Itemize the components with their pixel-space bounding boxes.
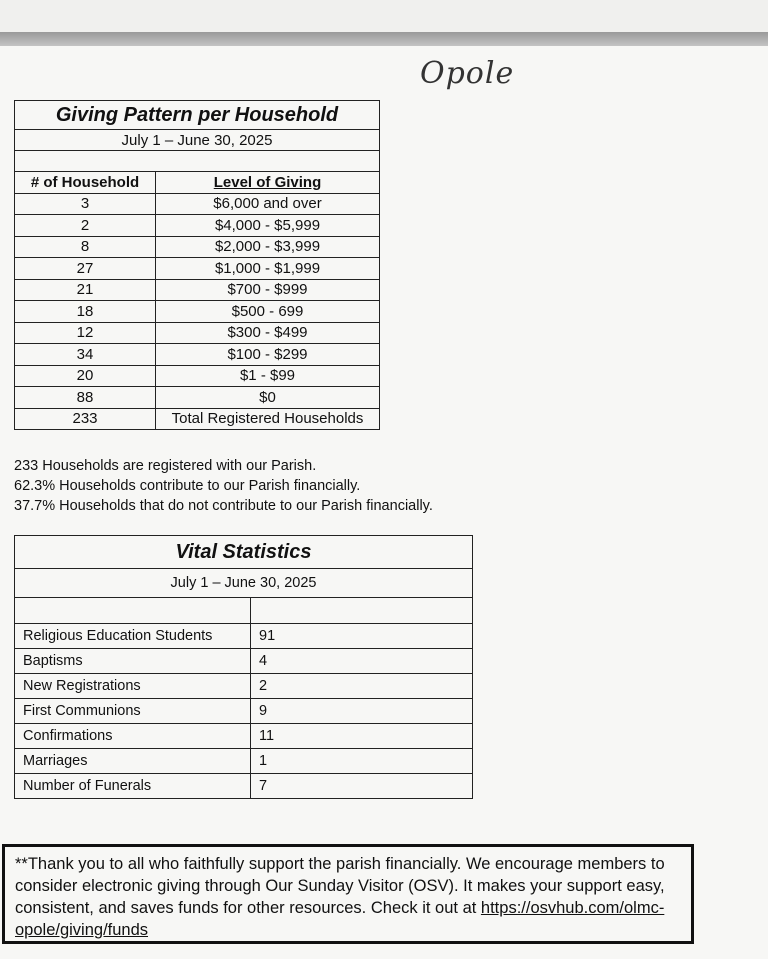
table-row bbox=[15, 408, 380, 430]
summary-not-contribute: 37.7% Households that do not contribute to our Parish financially. bbox=[14, 498, 433, 514]
households-cell: 21 bbox=[15, 279, 156, 301]
stat-label: Religious Education Students bbox=[15, 624, 251, 649]
giving-table-header bbox=[15, 172, 380, 194]
header-level: Level of Giving bbox=[156, 172, 380, 194]
giving-table-period: July 1 – June 30, 2025 bbox=[15, 130, 380, 151]
level-cell: $4,000 - $5,999 bbox=[156, 215, 380, 237]
stat-label: Confirmations bbox=[15, 724, 251, 749]
table-row bbox=[15, 258, 380, 280]
level-cell: $100 - $299 bbox=[156, 344, 380, 366]
stat-label: Marriages bbox=[15, 749, 251, 774]
households-cell: 34 bbox=[15, 344, 156, 366]
stat-label: First Communions bbox=[15, 699, 251, 724]
level-cell: $1,000 - $1,999 bbox=[156, 258, 380, 280]
handwritten-note: Opole bbox=[420, 56, 515, 91]
header-households: # of Household bbox=[15, 172, 156, 194]
level-cell: $6,000 and over bbox=[156, 193, 380, 215]
households-cell: 3 bbox=[15, 193, 156, 215]
stat-value: 1 bbox=[251, 749, 473, 774]
table-row bbox=[15, 699, 473, 724]
households-cell: 233 bbox=[15, 408, 156, 430]
stat-label: Baptisms bbox=[15, 649, 251, 674]
table-row bbox=[15, 322, 380, 344]
table-row bbox=[15, 236, 380, 258]
level-cell: $1 - $99 bbox=[156, 365, 380, 387]
level-cell: $500 - 699 bbox=[156, 301, 380, 323]
summary-registered: 233 Households are registered with our Parish. bbox=[14, 458, 317, 474]
table-row bbox=[15, 749, 473, 774]
note-text: **Thank you to all who faithfully support the parish financially. We encourage members to consider electronic giving through Our Sunday Visitor (OSV). It makes your support easy, consistent, and saves funds for other resources. Check it out at bbox=[15, 855, 665, 917]
table-row bbox=[15, 387, 380, 409]
giving-table-title: Giving Pattern per Household bbox=[15, 101, 380, 130]
giving-pattern-table bbox=[14, 100, 380, 430]
households-cell: 88 bbox=[15, 387, 156, 409]
households-cell: 12 bbox=[15, 322, 156, 344]
household-summary bbox=[14, 456, 433, 516]
scanner-edge bbox=[0, 32, 768, 46]
households-cell: 8 bbox=[15, 236, 156, 258]
table-row bbox=[15, 193, 380, 215]
table-row bbox=[15, 674, 473, 699]
table-row bbox=[15, 649, 473, 674]
stat-value: 11 bbox=[251, 724, 473, 749]
level-cell: $2,000 - $3,999 bbox=[156, 236, 380, 258]
table-row bbox=[15, 724, 473, 749]
stat-label: New Registrations bbox=[15, 674, 251, 699]
table-row bbox=[15, 624, 473, 649]
vital-statistics-table bbox=[14, 535, 473, 799]
table-row bbox=[15, 774, 473, 799]
table-row bbox=[15, 279, 380, 301]
vital-table-title: Vital Statistics bbox=[15, 536, 473, 569]
households-cell: 20 bbox=[15, 365, 156, 387]
level-cell: $300 - $499 bbox=[156, 322, 380, 344]
households-cell: 2 bbox=[15, 215, 156, 237]
stat-value: 91 bbox=[251, 624, 473, 649]
households-cell: 27 bbox=[15, 258, 156, 280]
table-row bbox=[15, 301, 380, 323]
summary-contribute: 62.3% Households contribute to our Parish financially. bbox=[14, 478, 361, 494]
stat-value: 2 bbox=[251, 674, 473, 699]
thank-you-note bbox=[2, 844, 694, 944]
osv-giving-link[interactable]: https://osvhub.com/olmc-opole/giving/funds bbox=[15, 899, 665, 939]
scan-top-margin bbox=[0, 0, 768, 32]
stat-value: 7 bbox=[251, 774, 473, 799]
table-row bbox=[15, 344, 380, 366]
level-cell: Total Registered Households bbox=[156, 408, 380, 430]
stat-value: 9 bbox=[251, 699, 473, 724]
stat-label: Number of Funerals bbox=[15, 774, 251, 799]
vital-table-period: July 1 – June 30, 2025 bbox=[15, 569, 473, 598]
vital-table-spacer bbox=[15, 598, 473, 624]
stat-value: 4 bbox=[251, 649, 473, 674]
level-cell: $700 - $999 bbox=[156, 279, 380, 301]
level-cell: $0 bbox=[156, 387, 380, 409]
households-cell: 18 bbox=[15, 301, 156, 323]
giving-table-spacer bbox=[15, 151, 380, 172]
table-row bbox=[15, 215, 380, 237]
table-row bbox=[15, 365, 380, 387]
